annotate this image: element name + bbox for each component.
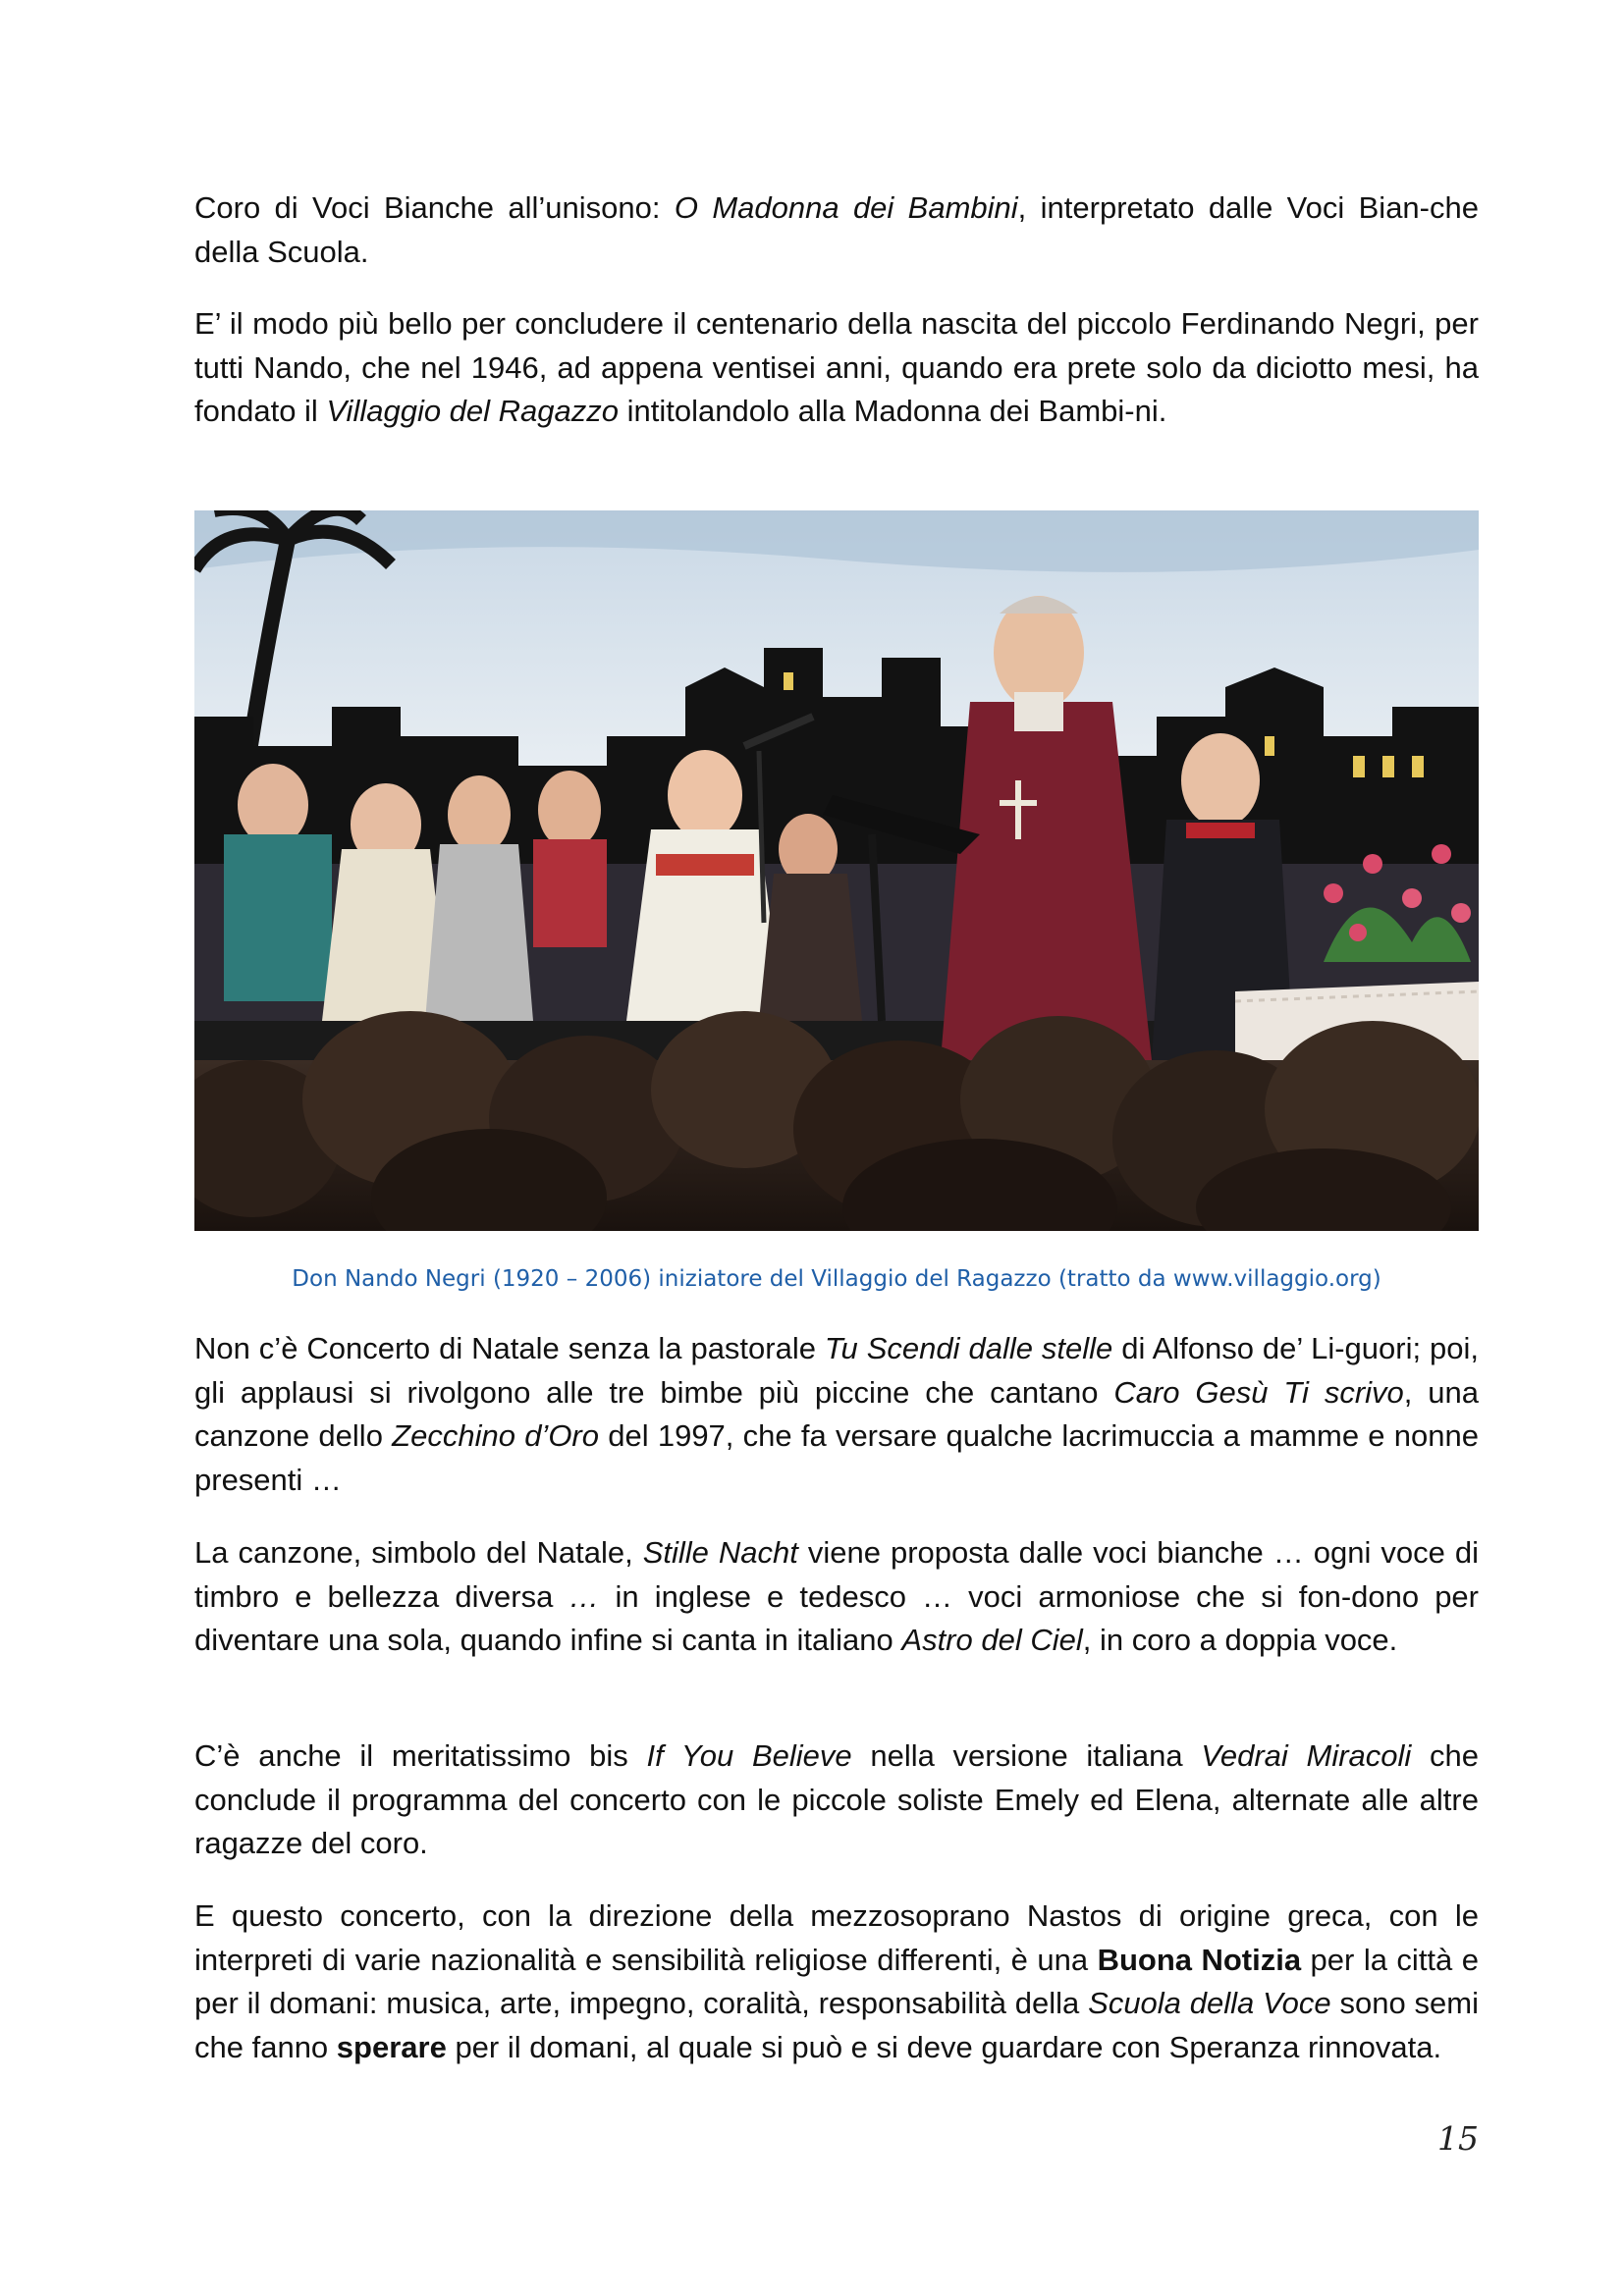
text-segment: Scuola della Voce [1088,1986,1331,2020]
text-segment: La canzone, simbolo del Natale, [194,1535,643,1570]
text-segment: , interpretato dalle Voci Bian-che della Scuola. [194,190,1479,269]
text-segment: E questo concerto, con la direzione della mezzosoprano Nastos di origine greca, con le interpreti di varie nazionalità e sensibilità religiose differenti, è una [194,1898,1479,1977]
text-segment: O Madonna dei Bambini [674,190,1018,225]
paragraph-founder [194,302,1479,434]
text-segment: in inglese e tedesco … voci armoniose che si fon-dono per diventare una sola, quando infine si canta in italiano [194,1578,1479,1657]
paragraph-stille-nacht [194,1531,1479,1663]
paragraph-pastorale [194,1327,1479,1502]
text-segment: Stille Nacht [642,1535,798,1570]
text-segment: , una canzone dello [194,1374,1479,1453]
text-segment: che conclude il programma del concerto con le piccole soliste Emely ed Elena, alternate alle altre ragazze del coro. [194,1738,1479,1860]
paragraph-buona-notizia [194,1895,1479,2069]
text-segment: del 1997, che fa versare qualche lacrimuccia a mamme e nonne presenti … [194,1418,1479,1497]
text-segment: , in coro a doppia voce. [1082,1623,1398,1657]
text-segment: Villaggio del Ragazzo [326,394,620,428]
paragraph-opening [194,187,1479,274]
text-segment: sono semi che fanno [194,1986,1479,2064]
text-segment: Coro di Voci Bianche all’unisono: [194,190,675,225]
text-segment: nella versione italiana [851,1738,1202,1773]
text-segment: sperare [336,2029,447,2064]
text-segment: E’ il modo più bello per concludere il centenario della nascita del piccolo Ferdinando Negri, per tutti Nando, che nel 1946, ad appena ventisei anni, quando era prete solo da diciotto mesi, ha fondato il [194,306,1479,428]
text-segment: C’è anche il meritatissimo bis [194,1738,647,1773]
text-segment: … [568,1578,600,1614]
photo-caption: Don Nando Negri (1920 – 2006) iniziatore del Villaggio del Ragazzo (tratto da www.villaggio.org) [292,1266,1381,1292]
text-segment: Astro del Ciel [901,1623,1083,1657]
text-segment: di Alfonso de’ Li-guori; poi, gli applausi si rivolgono alle tre bimbe più piccine che cantano [194,1331,1479,1410]
text-segment: intitolandolo alla Madonna dei Bambi-ni. [619,394,1167,428]
text-segment: per il domani, al quale si può e si deve guardare con Speranza rinnovata. [446,2029,1442,2064]
text-segment: Buona Notizia [1097,1942,1302,1977]
text-segment: Zecchino d’Oro [392,1418,599,1453]
text-segment: Caro Gesù Ti scrivo [1113,1374,1404,1410]
concert-photo [194,510,1479,1231]
text-segment: If You Believe [646,1738,852,1773]
text-segment: viene proposta dalle voci bianche … ogni voce di timbro e bellezza diversa [194,1535,1479,1614]
text-segment: Tu Scendi dalle stelle [824,1331,1113,1365]
text-segment: per la città e per il domani: musica, arte, impegno, coralità, responsabilità della [194,1942,1479,2020]
paragraph-encore [194,1735,1479,1866]
text-segment: Non c’è Concerto di Natale senza la pastorale [194,1331,825,1365]
photo-illustration [194,510,1479,1231]
page-number: 15 [1437,2119,1479,2158]
text-segment: Vedrai Miracoli [1201,1738,1412,1773]
